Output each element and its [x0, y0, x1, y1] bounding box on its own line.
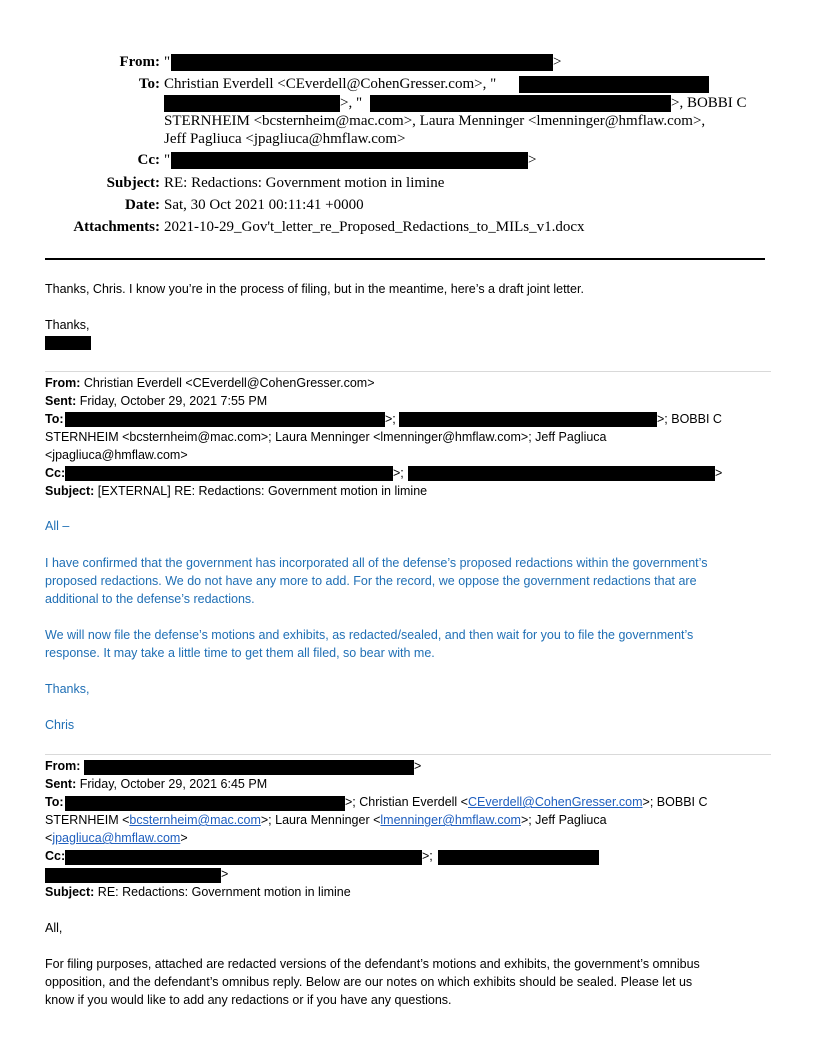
greeting: All,	[45, 921, 63, 935]
subject-label: Subject:	[45, 885, 95, 899]
sent-label: Sent:	[45, 394, 77, 408]
redaction-block	[45, 868, 221, 883]
redaction-block	[65, 850, 422, 865]
redaction-block	[399, 412, 657, 427]
date-value: Sat, 30 Oct 2021 00:11:41 +0000	[164, 197, 364, 213]
email-link[interactable]: lmenninger@hmflaw.com	[380, 813, 521, 827]
cc-separator: >;	[422, 849, 433, 863]
paragraph-2-line-2: response. It may take a little time to get them all filed, so bear with me.	[45, 646, 435, 660]
redaction-block	[84, 760, 414, 775]
from-close: >	[553, 54, 562, 70]
sent-line	[45, 777, 267, 791]
redaction-block	[370, 95, 671, 112]
subject-label: Subject:	[106, 175, 160, 191]
cc-separator: >	[221, 867, 229, 881]
cc-close: >	[528, 152, 537, 168]
cc-separator: >	[715, 466, 723, 480]
redaction-block	[164, 95, 340, 112]
subject-value: [EXTERNAL] RE: Redactions: Government motion in limine	[97, 484, 428, 498]
from-label: From:	[45, 759, 81, 773]
to-line-2: STERNHEIM <bcsternheim@mac.com>; Laura Menninger <lmenninger@hmflaw.com>; Jeff Pagliuca	[45, 430, 607, 444]
sent-value: Friday, October 29, 2021 7:55 PM	[79, 394, 268, 408]
cc-quote: "	[164, 152, 171, 168]
paragraph-1-line-2: proposed redactions. We do not have any more to add. For the record, we oppose the government redactions that are	[45, 574, 697, 588]
redaction-block	[45, 336, 91, 350]
to-text: >; BOBBI C	[642, 795, 708, 809]
to-line-1: Christian Everdell <CEverdell@CohenGresser.com>, "	[164, 76, 497, 92]
message-separator	[45, 371, 771, 372]
to-line-2-mid: >, "	[340, 95, 363, 111]
redaction-block	[171, 54, 553, 71]
redaction-block	[65, 412, 385, 427]
redaction-block	[171, 152, 528, 169]
paragraph-1-line-1: For filing purposes, attached are redacted versions of the defendant’s motions and exhibits, the government’s omnibus	[45, 957, 700, 971]
to-line-3	[45, 831, 188, 845]
from-label: From:	[119, 54, 160, 70]
signoff: Thanks,	[45, 318, 90, 332]
to-label: To:	[45, 795, 64, 809]
cc-label: Cc:	[45, 849, 66, 863]
attachments-label: Attachments:	[73, 219, 160, 235]
from-separator: >	[414, 759, 422, 773]
to-line-2-end: >, BOBBI C	[671, 95, 747, 111]
to-separator: >; BOBBI C	[657, 412, 722, 426]
subject-line	[45, 484, 427, 498]
to-line-4: Jeff Pagliuca <jpagliuca@hmflaw.com>	[164, 131, 406, 147]
from-quote: "	[164, 54, 171, 70]
to-label: To:	[45, 412, 64, 426]
greeting: All –	[45, 519, 70, 533]
email-link[interactable]: bcsternheim@mac.com	[129, 813, 261, 827]
redaction-block	[408, 466, 715, 481]
from-label: From:	[45, 376, 81, 390]
redaction-block	[438, 850, 599, 865]
message-body: Thanks, Chris. I know you’re in the process of filing, but in the meantime, here’s a draft joint letter.	[45, 282, 584, 296]
to-label: To:	[138, 76, 160, 92]
redaction-block	[65, 466, 393, 481]
from-value: Christian Everdell <CEverdell@CohenGresser.com>	[83, 376, 375, 390]
subject-label: Subject:	[45, 484, 95, 498]
sent-value: Friday, October 29, 2021 6:45 PM	[79, 777, 268, 791]
redaction-block	[519, 76, 709, 93]
attachment-link[interactable]: 2021-10-29_Gov't_letter_re_Proposed_Redactions_to_MILs_v1.docx	[164, 219, 585, 235]
paragraph-1-line-3: additional to the defense’s redactions.	[45, 592, 255, 606]
to-line-1	[345, 795, 708, 809]
paragraph-1-line-2: opposition, and the defendant’s omnibus reply. Below are our notes on which exhibits should be sealed. Please let us	[45, 975, 693, 989]
cc-separator: >;	[393, 466, 404, 480]
date-label: Date:	[125, 197, 160, 213]
to-text: >; Christian Everdell <	[345, 795, 468, 809]
paragraph-2-line-1: We will now file the defense’s motions and exhibits, as redacted/sealed, and then wait for you to file the government’s	[45, 628, 694, 642]
cc-label: Cc:	[45, 466, 66, 480]
to-text: STERNHEIM <	[45, 813, 130, 827]
signoff: Thanks,	[45, 682, 90, 696]
signature: Chris	[45, 718, 75, 732]
to-text: >; Jeff Pagliuca	[520, 813, 607, 827]
sent-label: Sent:	[45, 777, 77, 791]
to-line-2	[45, 813, 607, 827]
sent-line	[45, 394, 267, 408]
to-text: <	[45, 831, 53, 845]
paragraph-1-line-3: know if you would like to add any redactions or if you have any questions.	[45, 993, 452, 1007]
email-link[interactable]: CEverdell@CohenGresser.com	[467, 795, 643, 809]
to-line-3: <jpagliuca@hmflaw.com>	[45, 448, 188, 462]
cc-label: Cc:	[137, 152, 160, 168]
email-link[interactable]: jpagliuca@hmflaw.com	[52, 831, 181, 845]
redaction-block	[65, 796, 345, 811]
header-divider	[45, 258, 765, 260]
paragraph-1-line-1: I have confirmed that the government has incorporated all of the defense’s proposed redactions within the government’s	[45, 556, 708, 570]
from-line	[45, 376, 375, 390]
subject-line	[45, 885, 351, 899]
subject-value: RE: Redactions: Government motion in limine	[97, 885, 351, 899]
to-line-3: STERNHEIM <bcsternheim@mac.com>, Laura Menninger <lmenninger@hmflaw.com>,	[164, 113, 706, 129]
message-separator	[45, 754, 771, 755]
to-text: >	[180, 831, 188, 845]
subject-value: RE: Redactions: Government motion in limine	[164, 175, 445, 191]
to-text: >; Laura Menninger <	[260, 813, 381, 827]
to-separator: >;	[385, 412, 396, 426]
